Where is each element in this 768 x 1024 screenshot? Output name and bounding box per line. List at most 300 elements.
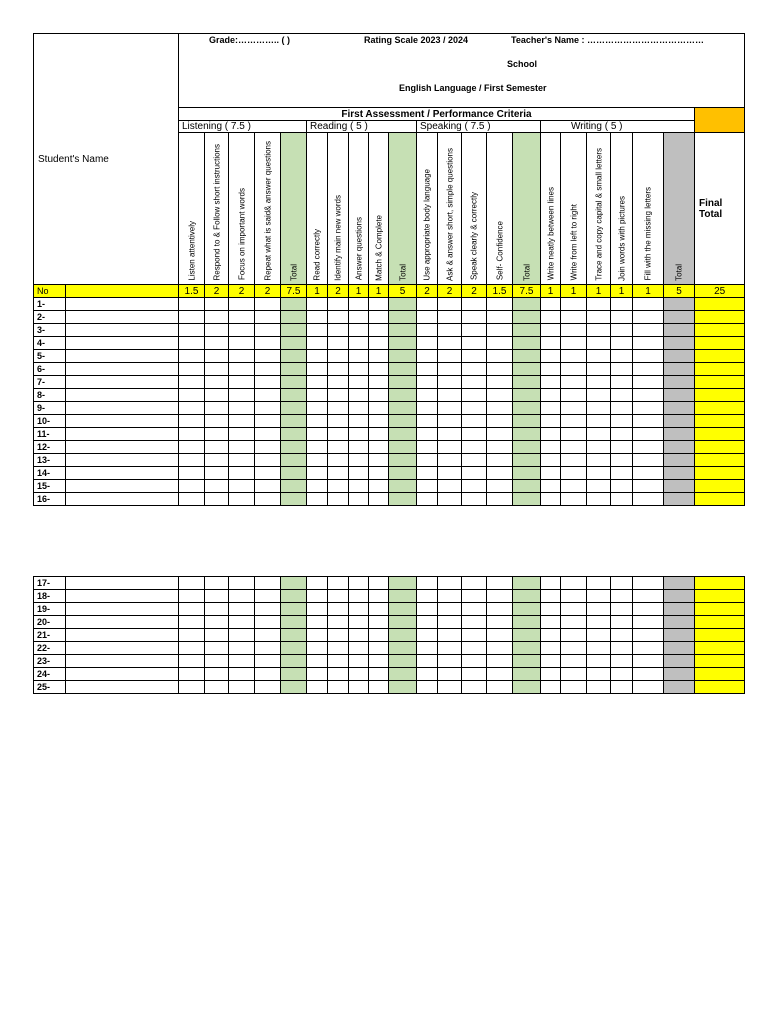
score-cell[interactable]	[328, 363, 349, 376]
score-cell[interactable]	[587, 298, 611, 311]
final-total-cell[interactable]	[695, 603, 745, 616]
score-cell[interactable]	[307, 642, 328, 655]
score-cell[interactable]	[462, 402, 487, 415]
skill-total-cell[interactable]	[281, 629, 307, 642]
score-cell[interactable]	[487, 415, 513, 428]
score-cell[interactable]	[255, 324, 281, 337]
final-total-cell[interactable]	[695, 493, 745, 506]
skill-total-cell[interactable]	[389, 402, 417, 415]
skill-total-cell[interactable]	[664, 577, 695, 590]
score-cell[interactable]	[561, 428, 587, 441]
skill-total-cell[interactable]	[281, 655, 307, 668]
final-total-cell[interactable]	[695, 363, 745, 376]
score-cell[interactable]	[349, 681, 369, 694]
score-cell[interactable]	[179, 629, 205, 642]
student-name-cell[interactable]	[66, 480, 179, 493]
score-cell[interactable]	[487, 603, 513, 616]
score-cell[interactable]	[328, 655, 349, 668]
skill-total-cell[interactable]	[664, 415, 695, 428]
skill-total-cell[interactable]	[389, 363, 417, 376]
score-cell[interactable]	[328, 441, 349, 454]
skill-total-cell[interactable]	[664, 655, 695, 668]
score-cell[interactable]	[349, 467, 369, 480]
skill-total-cell[interactable]	[281, 376, 307, 389]
score-cell[interactable]	[179, 311, 205, 324]
score-cell[interactable]	[328, 415, 349, 428]
score-cell[interactable]	[255, 402, 281, 415]
score-cell[interactable]	[255, 376, 281, 389]
score-cell[interactable]	[349, 350, 369, 363]
score-cell[interactable]	[561, 642, 587, 655]
score-cell[interactable]	[328, 376, 349, 389]
score-cell[interactable]	[349, 389, 369, 402]
score-cell[interactable]	[587, 493, 611, 506]
score-cell[interactable]	[633, 590, 664, 603]
student-name-cell[interactable]	[66, 324, 179, 337]
score-cell[interactable]	[307, 629, 328, 642]
score-cell[interactable]	[417, 350, 438, 363]
score-cell[interactable]	[561, 363, 587, 376]
score-cell[interactable]	[307, 681, 328, 694]
score-cell[interactable]	[205, 376, 229, 389]
score-cell[interactable]	[417, 577, 438, 590]
score-cell[interactable]	[328, 298, 349, 311]
score-cell[interactable]	[205, 311, 229, 324]
score-cell[interactable]	[369, 428, 389, 441]
score-cell[interactable]	[541, 590, 561, 603]
score-cell[interactable]	[255, 603, 281, 616]
score-cell[interactable]	[438, 668, 462, 681]
skill-total-cell[interactable]	[389, 389, 417, 402]
score-cell[interactable]	[487, 389, 513, 402]
skill-total-cell[interactable]	[513, 642, 541, 655]
score-cell[interactable]	[417, 603, 438, 616]
score-cell[interactable]	[417, 681, 438, 694]
skill-total-cell[interactable]	[513, 454, 541, 467]
score-cell[interactable]	[541, 428, 561, 441]
score-cell[interactable]	[633, 454, 664, 467]
skill-total-cell[interactable]	[513, 616, 541, 629]
score-cell[interactable]	[229, 389, 255, 402]
score-cell[interactable]	[561, 668, 587, 681]
score-cell[interactable]	[611, 376, 633, 389]
score-cell[interactable]	[587, 655, 611, 668]
skill-total-cell[interactable]	[389, 681, 417, 694]
score-cell[interactable]	[611, 415, 633, 428]
score-cell[interactable]	[487, 642, 513, 655]
score-cell[interactable]	[438, 298, 462, 311]
student-name-cell[interactable]	[66, 642, 179, 655]
score-cell[interactable]	[541, 415, 561, 428]
score-cell[interactable]	[633, 603, 664, 616]
skill-total-cell[interactable]	[664, 350, 695, 363]
skill-total-cell[interactable]	[664, 681, 695, 694]
score-cell[interactable]	[438, 376, 462, 389]
score-cell[interactable]	[462, 428, 487, 441]
skill-total-cell[interactable]	[664, 324, 695, 337]
score-cell[interactable]	[487, 441, 513, 454]
final-total-cell[interactable]	[695, 668, 745, 681]
score-cell[interactable]	[255, 350, 281, 363]
student-name-cell[interactable]	[66, 493, 179, 506]
score-cell[interactable]	[611, 350, 633, 363]
score-cell[interactable]	[611, 389, 633, 402]
score-cell[interactable]	[438, 441, 462, 454]
score-cell[interactable]	[417, 480, 438, 493]
skill-total-cell[interactable]	[664, 389, 695, 402]
score-cell[interactable]	[462, 337, 487, 350]
score-cell[interactable]	[307, 590, 328, 603]
score-cell[interactable]	[255, 337, 281, 350]
score-cell[interactable]	[561, 311, 587, 324]
score-cell[interactable]	[541, 603, 561, 616]
score-cell[interactable]	[611, 655, 633, 668]
score-cell[interactable]	[462, 590, 487, 603]
score-cell[interactable]	[587, 467, 611, 480]
skill-total-cell[interactable]	[513, 428, 541, 441]
score-cell[interactable]	[328, 311, 349, 324]
score-cell[interactable]	[561, 389, 587, 402]
skill-total-cell[interactable]	[389, 603, 417, 616]
score-cell[interactable]	[205, 402, 229, 415]
score-cell[interactable]	[179, 428, 205, 441]
score-cell[interactable]	[179, 350, 205, 363]
final-total-cell[interactable]	[695, 616, 745, 629]
student-name-cell[interactable]	[66, 376, 179, 389]
skill-total-cell[interactable]	[664, 428, 695, 441]
score-cell[interactable]	[462, 454, 487, 467]
score-cell[interactable]	[611, 402, 633, 415]
score-cell[interactable]	[179, 616, 205, 629]
skill-total-cell[interactable]	[281, 577, 307, 590]
score-cell[interactable]	[417, 454, 438, 467]
score-cell[interactable]	[438, 642, 462, 655]
score-cell[interactable]	[611, 616, 633, 629]
score-cell[interactable]	[328, 629, 349, 642]
score-cell[interactable]	[633, 363, 664, 376]
score-cell[interactable]	[541, 655, 561, 668]
score-cell[interactable]	[587, 428, 611, 441]
score-cell[interactable]	[611, 467, 633, 480]
final-total-cell[interactable]	[695, 402, 745, 415]
student-name-cell[interactable]	[66, 629, 179, 642]
score-cell[interactable]	[462, 681, 487, 694]
final-total-cell[interactable]	[695, 681, 745, 694]
score-cell[interactable]	[438, 428, 462, 441]
score-cell[interactable]	[307, 311, 328, 324]
score-cell[interactable]	[561, 493, 587, 506]
score-cell[interactable]	[561, 467, 587, 480]
score-cell[interactable]	[328, 350, 349, 363]
score-cell[interactable]	[328, 590, 349, 603]
score-cell[interactable]	[487, 350, 513, 363]
score-cell[interactable]	[417, 376, 438, 389]
skill-total-cell[interactable]	[513, 655, 541, 668]
score-cell[interactable]	[462, 655, 487, 668]
final-total-cell[interactable]	[695, 389, 745, 402]
score-cell[interactable]	[369, 493, 389, 506]
skill-total-cell[interactable]	[389, 415, 417, 428]
score-cell[interactable]	[487, 616, 513, 629]
score-cell[interactable]	[438, 655, 462, 668]
score-cell[interactable]	[417, 655, 438, 668]
score-cell[interactable]	[487, 376, 513, 389]
skill-total-cell[interactable]	[281, 454, 307, 467]
score-cell[interactable]	[369, 454, 389, 467]
score-cell[interactable]	[633, 324, 664, 337]
score-cell[interactable]	[633, 467, 664, 480]
skill-total-cell[interactable]	[281, 467, 307, 480]
score-cell[interactable]	[462, 350, 487, 363]
score-cell[interactable]	[438, 350, 462, 363]
score-cell[interactable]	[561, 480, 587, 493]
score-cell[interactable]	[587, 415, 611, 428]
final-total-cell[interactable]	[695, 415, 745, 428]
skill-total-cell[interactable]	[664, 480, 695, 493]
skill-total-cell[interactable]	[664, 493, 695, 506]
score-cell[interactable]	[229, 311, 255, 324]
final-total-cell[interactable]	[695, 577, 745, 590]
score-cell[interactable]	[229, 441, 255, 454]
skill-total-cell[interactable]	[389, 337, 417, 350]
score-cell[interactable]	[229, 603, 255, 616]
score-cell[interactable]	[255, 467, 281, 480]
score-cell[interactable]	[561, 454, 587, 467]
score-cell[interactable]	[417, 629, 438, 642]
skill-total-cell[interactable]	[281, 350, 307, 363]
score-cell[interactable]	[541, 642, 561, 655]
skill-total-cell[interactable]	[664, 337, 695, 350]
score-cell[interactable]	[462, 441, 487, 454]
score-cell[interactable]	[611, 493, 633, 506]
score-cell[interactable]	[307, 350, 328, 363]
score-cell[interactable]	[255, 441, 281, 454]
score-cell[interactable]	[369, 616, 389, 629]
score-cell[interactable]	[349, 363, 369, 376]
skill-total-cell[interactable]	[389, 629, 417, 642]
skill-total-cell[interactable]	[664, 441, 695, 454]
skill-total-cell[interactable]	[664, 467, 695, 480]
score-cell[interactable]	[633, 311, 664, 324]
score-cell[interactable]	[369, 324, 389, 337]
score-cell[interactable]	[369, 577, 389, 590]
score-cell[interactable]	[179, 655, 205, 668]
score-cell[interactable]	[587, 350, 611, 363]
score-cell[interactable]	[541, 480, 561, 493]
score-cell[interactable]	[438, 577, 462, 590]
score-cell[interactable]	[417, 668, 438, 681]
score-cell[interactable]	[541, 454, 561, 467]
score-cell[interactable]	[179, 493, 205, 506]
score-cell[interactable]	[633, 376, 664, 389]
score-cell[interactable]	[179, 577, 205, 590]
score-cell[interactable]	[369, 376, 389, 389]
skill-total-cell[interactable]	[389, 642, 417, 655]
score-cell[interactable]	[328, 467, 349, 480]
student-name-cell[interactable]	[66, 389, 179, 402]
score-cell[interactable]	[561, 603, 587, 616]
score-cell[interactable]	[349, 298, 369, 311]
skill-total-cell[interactable]	[281, 603, 307, 616]
score-cell[interactable]	[587, 681, 611, 694]
score-cell[interactable]	[255, 681, 281, 694]
final-total-cell[interactable]	[695, 337, 745, 350]
score-cell[interactable]	[417, 311, 438, 324]
skill-total-cell[interactable]	[389, 668, 417, 681]
score-cell[interactable]	[328, 681, 349, 694]
score-cell[interactable]	[179, 480, 205, 493]
score-cell[interactable]	[587, 363, 611, 376]
score-cell[interactable]	[179, 337, 205, 350]
score-cell[interactable]	[229, 668, 255, 681]
score-cell[interactable]	[541, 441, 561, 454]
score-cell[interactable]	[487, 467, 513, 480]
skill-total-cell[interactable]	[664, 668, 695, 681]
score-cell[interactable]	[255, 590, 281, 603]
student-name-cell[interactable]	[66, 616, 179, 629]
skill-total-cell[interactable]	[664, 402, 695, 415]
score-cell[interactable]	[205, 629, 229, 642]
score-cell[interactable]	[587, 324, 611, 337]
score-cell[interactable]	[229, 376, 255, 389]
score-cell[interactable]	[561, 655, 587, 668]
score-cell[interactable]	[205, 324, 229, 337]
score-cell[interactable]	[417, 428, 438, 441]
score-cell[interactable]	[487, 311, 513, 324]
score-cell[interactable]	[462, 616, 487, 629]
score-cell[interactable]	[229, 616, 255, 629]
score-cell[interactable]	[369, 629, 389, 642]
skill-total-cell[interactable]	[389, 577, 417, 590]
score-cell[interactable]	[561, 629, 587, 642]
score-cell[interactable]	[462, 668, 487, 681]
skill-total-cell[interactable]	[389, 655, 417, 668]
score-cell[interactable]	[307, 454, 328, 467]
score-cell[interactable]	[229, 642, 255, 655]
score-cell[interactable]	[541, 668, 561, 681]
skill-total-cell[interactable]	[281, 298, 307, 311]
score-cell[interactable]	[229, 350, 255, 363]
score-cell[interactable]	[349, 603, 369, 616]
final-total-cell[interactable]	[695, 350, 745, 363]
score-cell[interactable]	[229, 629, 255, 642]
skill-total-cell[interactable]	[664, 363, 695, 376]
score-cell[interactable]	[179, 454, 205, 467]
score-cell[interactable]	[229, 493, 255, 506]
score-cell[interactable]	[438, 681, 462, 694]
score-cell[interactable]	[205, 350, 229, 363]
score-cell[interactable]	[487, 493, 513, 506]
score-cell[interactable]	[587, 603, 611, 616]
student-name-cell[interactable]	[66, 668, 179, 681]
score-cell[interactable]	[633, 298, 664, 311]
skill-total-cell[interactable]	[281, 681, 307, 694]
score-cell[interactable]	[255, 415, 281, 428]
score-cell[interactable]	[255, 454, 281, 467]
score-cell[interactable]	[255, 298, 281, 311]
score-cell[interactable]	[561, 441, 587, 454]
final-total-cell[interactable]	[695, 428, 745, 441]
student-name-cell[interactable]	[66, 603, 179, 616]
skill-total-cell[interactable]	[513, 480, 541, 493]
score-cell[interactable]	[633, 441, 664, 454]
score-cell[interactable]	[307, 402, 328, 415]
skill-total-cell[interactable]	[281, 616, 307, 629]
score-cell[interactable]	[438, 590, 462, 603]
score-cell[interactable]	[587, 402, 611, 415]
score-cell[interactable]	[369, 337, 389, 350]
student-name-cell[interactable]	[66, 454, 179, 467]
score-cell[interactable]	[487, 655, 513, 668]
score-cell[interactable]	[179, 376, 205, 389]
score-cell[interactable]	[369, 480, 389, 493]
skill-total-cell[interactable]	[281, 642, 307, 655]
skill-total-cell[interactable]	[389, 467, 417, 480]
score-cell[interactable]	[307, 493, 328, 506]
score-cell[interactable]	[255, 668, 281, 681]
score-cell[interactable]	[307, 363, 328, 376]
score-cell[interactable]	[417, 590, 438, 603]
score-cell[interactable]	[307, 441, 328, 454]
score-cell[interactable]	[205, 655, 229, 668]
score-cell[interactable]	[179, 298, 205, 311]
score-cell[interactable]	[179, 363, 205, 376]
score-cell[interactable]	[328, 577, 349, 590]
score-cell[interactable]	[369, 590, 389, 603]
score-cell[interactable]	[205, 337, 229, 350]
score-cell[interactable]	[462, 480, 487, 493]
score-cell[interactable]	[462, 363, 487, 376]
score-cell[interactable]	[255, 629, 281, 642]
score-cell[interactable]	[462, 629, 487, 642]
score-cell[interactable]	[255, 616, 281, 629]
score-cell[interactable]	[229, 428, 255, 441]
score-cell[interactable]	[438, 415, 462, 428]
score-cell[interactable]	[205, 389, 229, 402]
score-cell[interactable]	[633, 681, 664, 694]
score-cell[interactable]	[541, 629, 561, 642]
score-cell[interactable]	[349, 415, 369, 428]
score-cell[interactable]	[229, 655, 255, 668]
skill-total-cell[interactable]	[281, 668, 307, 681]
score-cell[interactable]	[205, 577, 229, 590]
score-cell[interactable]	[229, 402, 255, 415]
score-cell[interactable]	[541, 577, 561, 590]
score-cell[interactable]	[633, 642, 664, 655]
score-cell[interactable]	[229, 324, 255, 337]
final-total-cell[interactable]	[695, 642, 745, 655]
score-cell[interactable]	[633, 415, 664, 428]
score-cell[interactable]	[561, 402, 587, 415]
skill-total-cell[interactable]	[281, 337, 307, 350]
final-total-cell[interactable]	[695, 655, 745, 668]
skill-total-cell[interactable]	[664, 642, 695, 655]
score-cell[interactable]	[255, 493, 281, 506]
score-cell[interactable]	[417, 324, 438, 337]
final-total-cell[interactable]	[695, 324, 745, 337]
score-cell[interactable]	[633, 616, 664, 629]
score-cell[interactable]	[369, 603, 389, 616]
score-cell[interactable]	[369, 298, 389, 311]
score-cell[interactable]	[229, 298, 255, 311]
score-cell[interactable]	[205, 603, 229, 616]
score-cell[interactable]	[328, 337, 349, 350]
score-cell[interactable]	[328, 603, 349, 616]
score-cell[interactable]	[633, 629, 664, 642]
score-cell[interactable]	[369, 668, 389, 681]
score-cell[interactable]	[487, 577, 513, 590]
score-cell[interactable]	[205, 616, 229, 629]
